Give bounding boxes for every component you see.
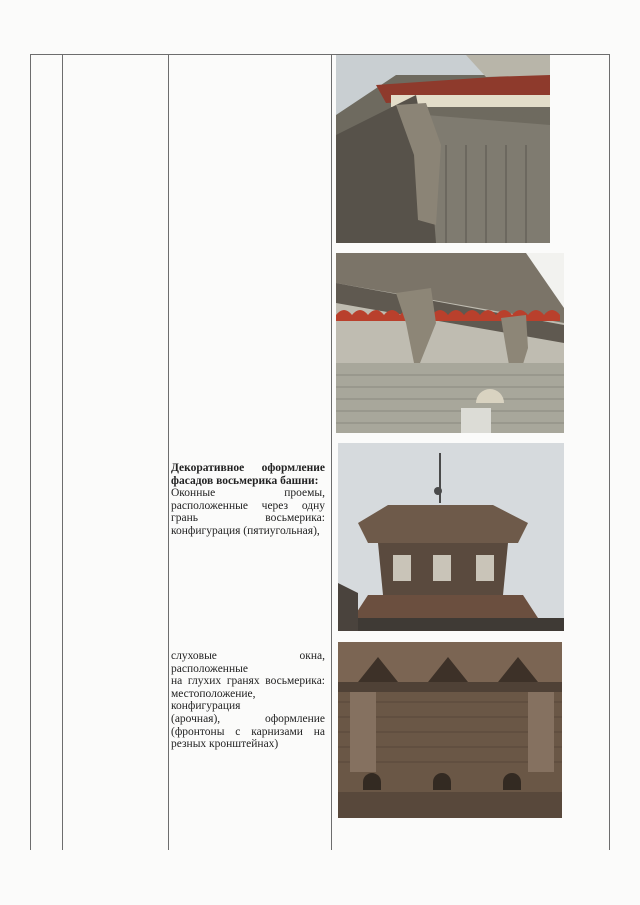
windows-text-line-4: конфигурация (пятиугольная), <box>171 524 320 537</box>
table-left-border <box>30 54 31 850</box>
column-divider-1 <box>62 54 63 850</box>
table-right-border <box>609 54 610 850</box>
dormer-text-line-3: местоположение, конфигурация <box>171 687 256 713</box>
dormer-text-line-4: (арочная), оформление <box>171 712 325 725</box>
photo-tower-top <box>338 443 564 631</box>
photo-dormer-windows <box>338 642 562 818</box>
windows-text-line-2: расположенные через одну <box>171 499 325 512</box>
windows-text-line-3: грань восьмерика: <box>171 512 325 525</box>
windows-text-line-1: Оконные проемы, <box>171 487 325 500</box>
photo-eave <box>336 55 550 243</box>
facade-decoration-description <box>171 462 325 538</box>
column-divider-3 <box>331 54 332 850</box>
photo-cornice <box>336 253 564 433</box>
dormer-windows-description <box>171 650 325 751</box>
section-heading-line-1: Декоративное оформление <box>171 462 325 474</box>
dormer-text-line-6: резных кронштейнах) <box>171 738 279 751</box>
dormer-text-line-5: (фронтоны с карнизами на <box>171 725 325 738</box>
section-heading-line-2: фасадов восьмерика башни: <box>171 474 319 487</box>
dormer-text-line-2: на глухих гранях восьмерика: <box>171 675 325 688</box>
column-divider-2 <box>168 54 169 850</box>
dormer-text-line-1: слуховые окна, расположенные <box>171 650 325 675</box>
